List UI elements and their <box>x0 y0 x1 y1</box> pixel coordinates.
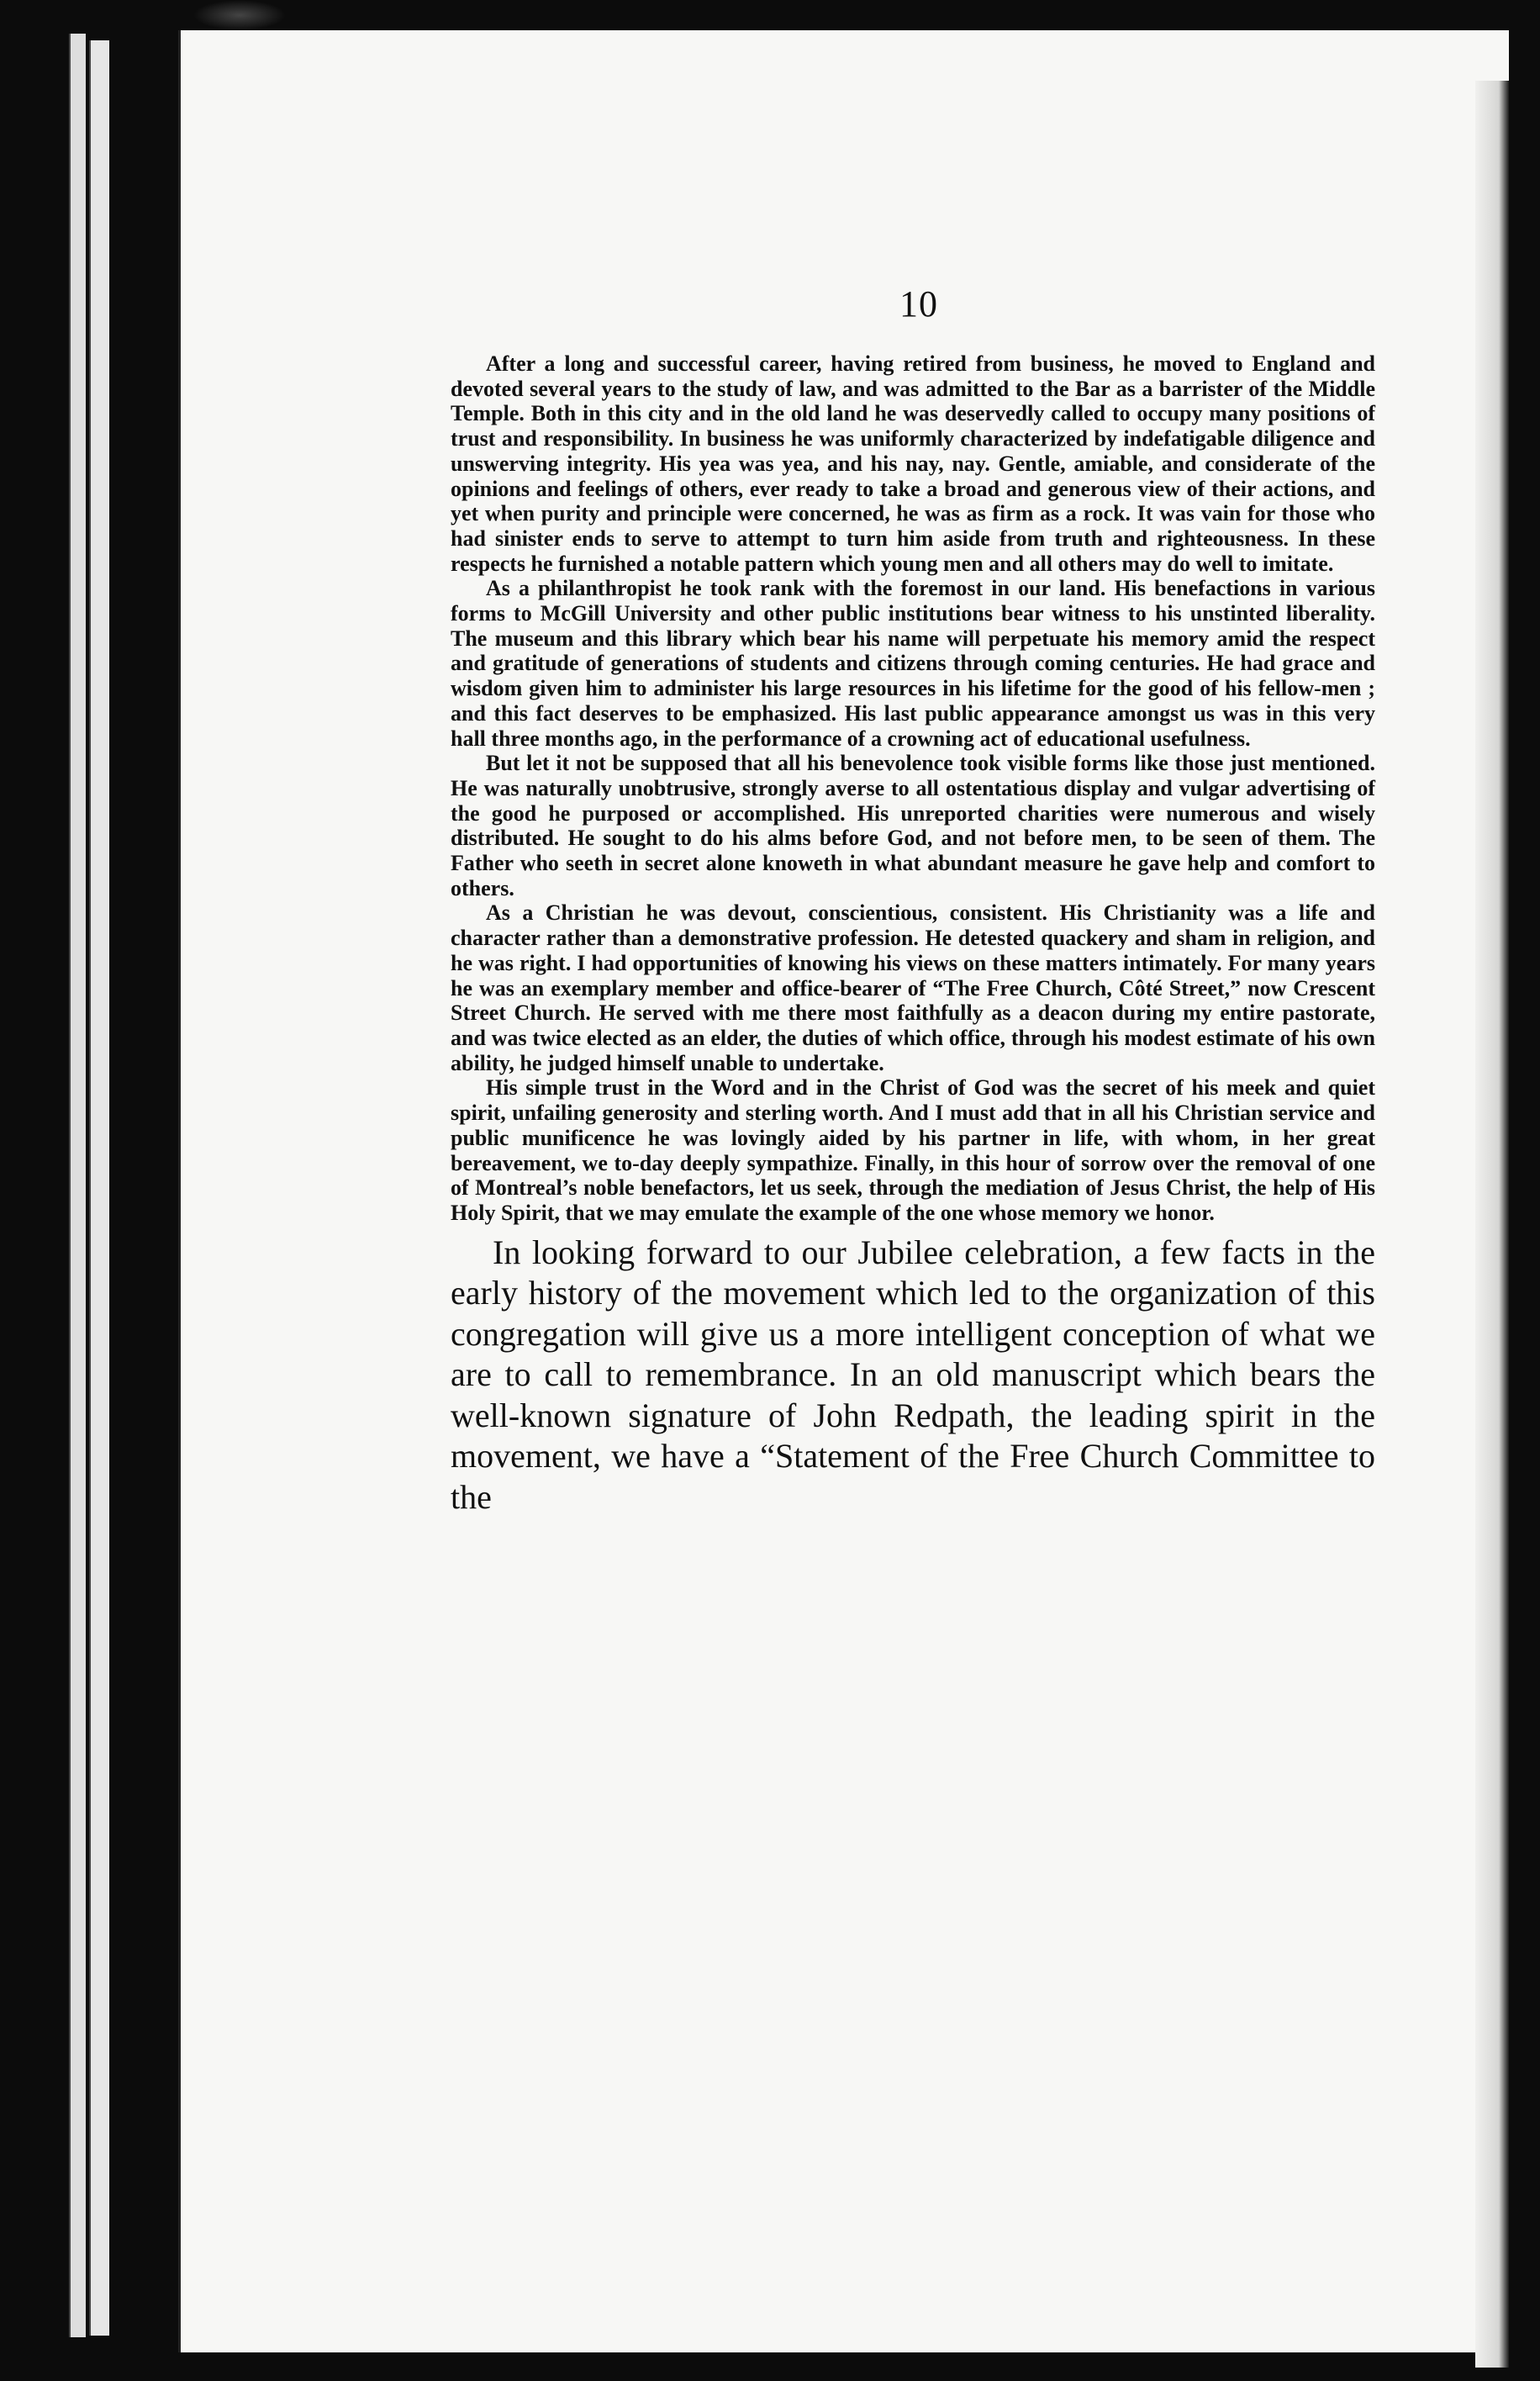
page-edge-strip <box>69 34 86 2337</box>
body-text <box>451 351 1375 1518</box>
scan-smudge <box>193 0 286 30</box>
paragraph <box>451 1075 1375 1225</box>
page-edge-strip <box>89 40 109 2336</box>
paragraph <box>451 900 1375 1075</box>
paragraph <box>451 751 1375 900</box>
paragraph-text: As a philanthropist he took rank with the foremost in our land. His benefactions in various forms to McGill University and other public institutions bear witness to his unstinted liberality. The museum and this library which bear his name will perpetuate his memory amid the respect and gratitude of generations of students and citizens through coming centuries. He had grace and wisdom given him to administer his large resources in his lifetime for the good of his fellow-men ; and this fact deserves to be emphasized. His last public appearance amongst us was in this very hall three months ago, in the performance of a crowning act of educational usefulness. <box>451 576 1375 751</box>
paragraph-text: After a long and successful career, having retired from business, he moved to England and devoted several years to the study of law, and was admitted to the Bar as a barrister of the Middle Temple. Both in this city and in the old land he was deservedly called to occupy many positions of trust and responsibility. In business he was uniformly characterized by indefatigable diligence and unswerving integrity. His yea was yea, and his nay, nay. Gentle, amiable, and considerate of the opinions and feelings of others, ever ready to take a broad and generous view of their actions, and yet when purity and principle were concerned, he was as firm as a rock. It was vain for those who had sinister ends to serve to attempt to turn him aside from truth and righteousness. In these respects he furnished a notable pattern which young men and all others may do well to imitate. <box>451 351 1375 576</box>
page-gutter-shadow <box>1475 81 1509 2368</box>
paragraph-text: His simple trust in the Word and in the Christ of God was the secret of his meek and quiet spirit, unfailing generosity and sterling worth. And I must add that in all his Christian service and public munificence he was lovingly aided by his partner in life, with whom, in her great bereavement, we to-day deeply sympathize. Finally, in this hour of sorrow over the removal of one of Montreal’s noble benefactors, let us seek, through the mediation of Jesus Christ, the help of His Holy Spirit, that we may emulate the example of the one whose memory we honor. <box>451 1075 1375 1225</box>
paragraph <box>451 576 1375 751</box>
page-number: 10 <box>899 283 938 325</box>
closing-paragraph <box>451 1233 1375 1518</box>
paragraph-text: As a Christian he was devout, conscientious, consistent. His Christianity was a life and character rather than a demonstrative profession. He detested quackery and sham in religion, and he was right. I had opportunities of knowing his views on these matters intimately. For many years he was an exemplary member and office-bearer of “The Free Church, Côté Street,” now Crescent Street Church. He served with me there most faithfully as a deacon during my entire pastorate, and was twice elected as an elder, the duties of which office, through his modest estimate of his own ability, he judged himself unable to undertake. <box>451 900 1375 1075</box>
paragraph-text: But let it not be supposed that all his benevolence took visible forms like those just mentioned. He was naturally unobtrusive, strongly averse to all ostentatious display and vulgar advertising of the good he purposed or accomplished. His unreported charities were numerous and wisely distributed. He sought to do his alms before God, and not before men, to be seen of them. The Father who seeth in secret alone knoweth in what abundant measure he gave help and comfort to others. <box>451 751 1375 900</box>
paragraph <box>451 351 1375 576</box>
closing-paragraph-text: In looking forward to our Jubilee celebration, a few facts in the early history of the movement which led to the organization of this congregation will give us a more intelligent conception of what we are to call to remembrance. In an old manuscript which bears the well-known signature of John Redpath, the leading spirit in the movement, we have a “Statement of the Free Church Committee to the <box>451 1233 1375 1516</box>
